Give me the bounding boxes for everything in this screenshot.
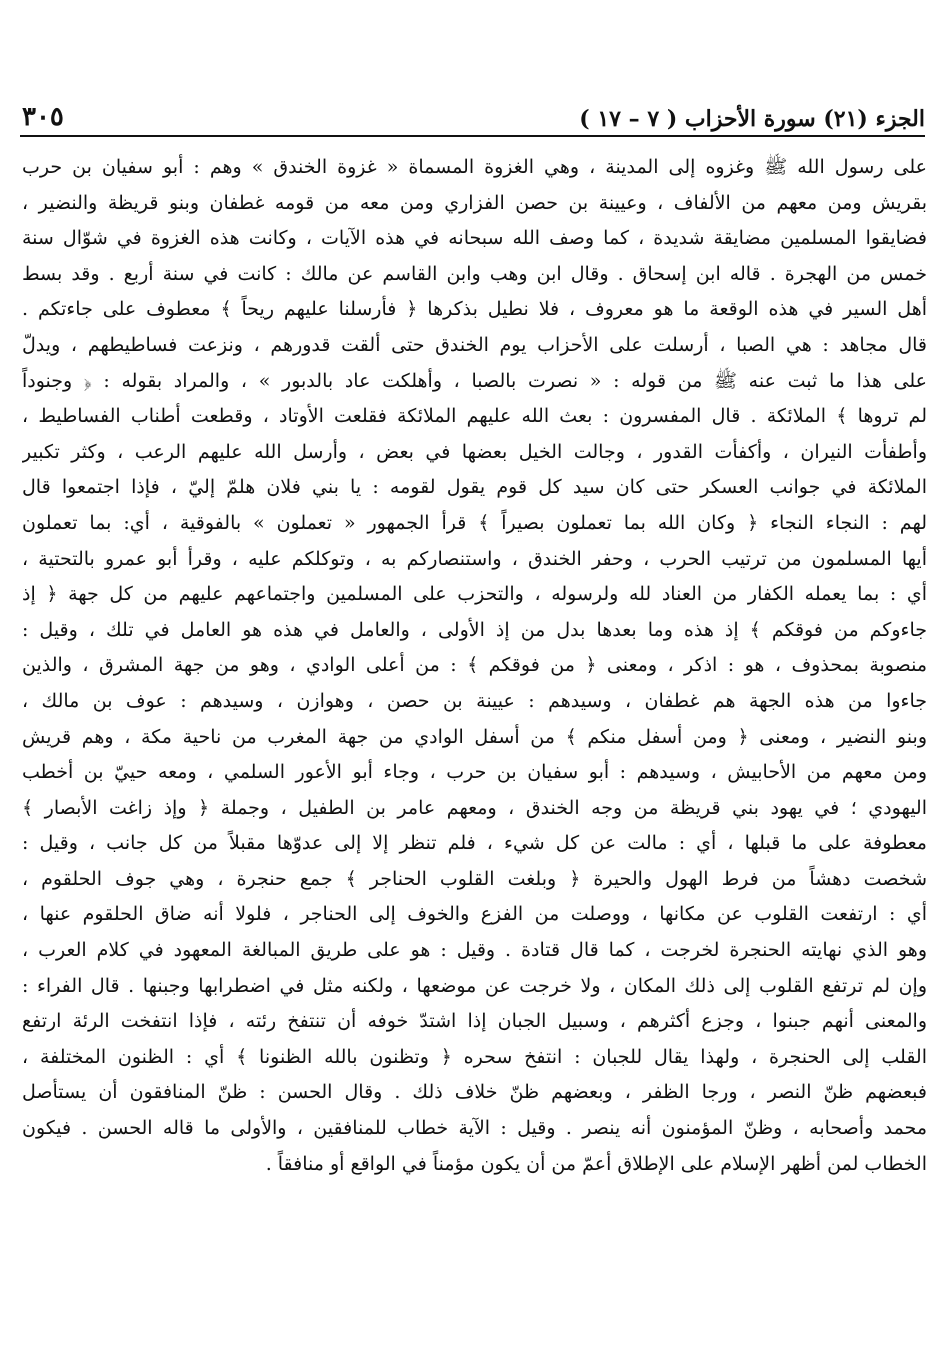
text-line: اليهودي ؛ في يهود بني قريظة من وجه الخندق ، ومعهم عامر بن الطفيل ، وجملة ﴿ وإذ زاغت الأبصار ﴾	[22, 796, 927, 819]
text-line: خمس من الهجرة . قاله ابن إسحاق . وقال ابن وهب وابن القاسم عن مالك : كانت في سنة أربع . وقد بسط	[22, 262, 927, 285]
text-line: أيها المسلمون من ترتيب الحرب ، وحفر الخندق ، واستنصاركم به ، وتوكلكم عليه ، وقرأ أبو عمرو بالتحتية ،	[22, 547, 927, 570]
body-text	[22, 150, 927, 1329]
text-line: فضايقوا المسلمين مضايقة شديدة ، كما وصف الله سبحانه في هذه الآيات ، وكانت هذه الغزوة في شوّال سنة	[22, 227, 927, 250]
text-line: وبنو النضير ، ومعنى ﴿ ومن أسفل منكم ﴾ من أسفل الوادي من جهة المغرب من ناحية مكة ، وهم قريش	[22, 725, 927, 748]
text-line: الملائكة في جوانب العسكر حتى كان سيد كل قوم يقول لقومه : يا بني فلان هلمّ إليّ ، فإذا اجتمعوا قال	[22, 476, 927, 499]
text-line: وإن لم ترتفع القلوب إلى ذلك المكان ، ولا خرجت عن موضعها ، ولكنه مثل في اضطرابها وجبنها . قال الفراء :	[22, 974, 927, 997]
text-line: القلب إلى الحنجرة ، ولهذا يقال للجبان : انتفخ سحره ﴿ وتظنون بالله الظنونا ﴾ أي : الظنون المختلفة ،	[22, 1045, 927, 1068]
text-line: على رسول الله ﷺ وغزوه إلى المدينة ، وهي الغزوة المسماة « غزوة الخندق » وهم : أبو سفيان بن حرب	[22, 156, 927, 178]
running-header	[22, 92, 925, 132]
text-line: محمد وأصحابه ، وظنّ المؤمنون أنه ينصر . وقيل : الآية خطاب للمنافقين ، والأولى ما قاله الحسن . فيكون	[22, 1117, 927, 1140]
text-line: لهم : النجاء النجاء ﴿ وكان الله بما تعملون بصيراً ﴾ قرأ الجمهور « تعملون » بالفوقية ، أي: بما تعملون	[22, 511, 927, 534]
text-line: جاءوا من هذه الجهة هم غطفان ، وسيدهم : عيينة بن حصن ، وهوازن ، وسيدهم : عوف بن مالك ،	[22, 689, 927, 712]
page-number: ٣٠٥	[22, 102, 64, 132]
text-line: قال مجاهد : هي الصبا ، أرسلت على الأحزاب يوم الخندق حتى ألقت قدورهم ، ونزعت فساطيطهم ، ويدلّ	[22, 333, 927, 356]
text-line: جاءوكم من فوقكم ﴾ إذ هذه وما بعدها بدل من إذ الأولى ، والعامل في هذه هو العامل في تلك ، وقيل :	[22, 618, 927, 641]
text-line: أي : بما يعمله الكفار من العناد لله ولرسوله ، والتحزب على المسلمين واجتماعهم عليهم من كل جهة ﴿ إذ	[22, 583, 927, 606]
text-line: منصوبة بمحذوف ، هو : اذكر ، ومعنى ﴿ من فوقكم ﴾ : من أعلى الوادي ، وهو من جهة المشرق ، والذين	[22, 654, 927, 677]
text-line: وأطفأت النيران ، وأكفأت القدور ، وجالت الخيل بعضها في بعض ، وأرسل الله عليهم الرعب ، وكثر تكبير	[22, 440, 927, 463]
text-line: شخصت دهشاً من فرط الهول والحيرة ﴿ وبلغت القلوب الحناجر ﴾ جمع حنجرة ، وهي جوف الحلقوم ،	[22, 867, 927, 890]
header-divider	[20, 135, 925, 137]
chapter-title: الجزء (٢١) سورة الأحزاب ( ٧ – ١٧ )	[579, 106, 925, 132]
text-line: ومن معهم من الأحابيش ، وسيدهم : أبو سفيان بن حرب ، وجاء أبو الأعور السلمي ، ومعه حييّ بن أخطب	[22, 761, 927, 784]
text-line: معطوفة على ما قبلها ، أي : مالت عن كل شيء ، فلم تنظر إلا إلى عدوّها مقبلاً من كل جانب ، وقيل :	[22, 832, 927, 855]
text-line: فبعضهم ظنّ النصر ، ورجا الظفر ، وبعضهم ظنّ خلاف ذلك . وقال الحسن : ظنّ المنافقون أن يستأصل	[22, 1081, 927, 1104]
text-line: والمعنى أنهم جبنوا ، وجزع أكثرهم ، وسبيل الجبان إذا اشتدّ خوفه أن تنتفخ رئته ، فإذا انتفخت الرئة ارتفع	[22, 1010, 927, 1033]
text-line-last: الخطاب لمن أظهر الإسلام على الإطلاق أعمّ من أن يكون مؤمناً في الواقع أو منافقاً .	[265, 1152, 927, 1175]
text-line: أهل السير في هذه الوقعة ما هو معروف ، فلا نطيل بذكرها ﴿ فأرسلنا عليهم ريحاً ﴾ معطوف على جاءتكم .	[22, 298, 927, 321]
text-line: أي : ارتفعت القلوب عن مكانها ، ووصلت من الفزع والخوف إلى الحناجر ، فلولا أنه ضاق الحلقوم عنها ،	[22, 903, 927, 926]
text-line: بقريش ومن معهم من الألفاف ، وعيينة بن حصن الفزاري ومن معه من قومه غطفان وبنو قريظة والنضير ،	[22, 191, 927, 214]
text-line: لم تروها ﴾ الملائكة . قال المفسرون : بعث الله عليهم الملائكة فقلعت الأوتاد ، وقطعت أطناب الفساطيط ،	[22, 405, 927, 428]
text-line: وهو الذي نهايته الحنجرة لخرجت ، كما قال قتادة . وقيل : هو على طريق المبالغة المعهود في كلام العرب ،	[22, 939, 927, 962]
text-line: على هذا ما ثبت عنه ﷺ من قوله : « نصرت بالصبا ، وأهلكت عاد بالدبور » ، والمراد بقوله : ﴿ وجنوداً	[22, 369, 927, 392]
